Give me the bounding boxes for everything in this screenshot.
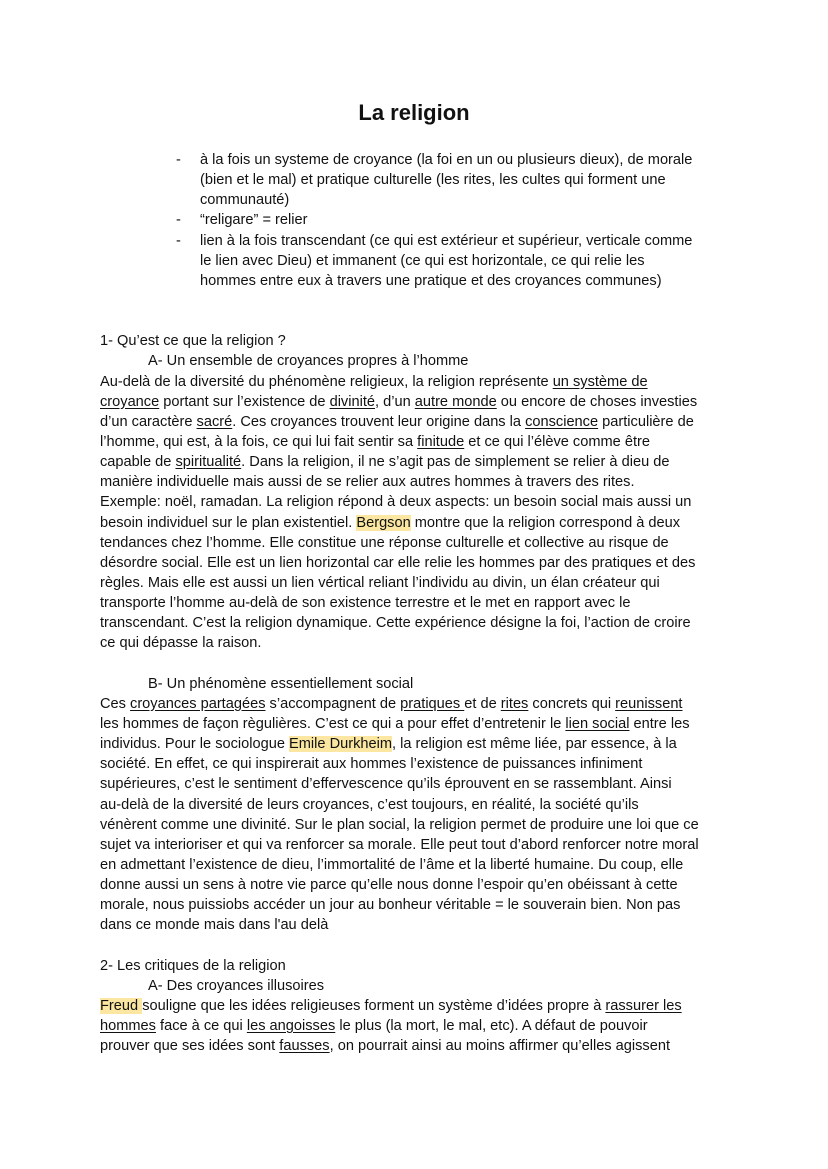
text-line [100, 432, 740, 452]
text-line [100, 392, 740, 412]
underlined-text: reunissent [615, 695, 683, 712]
underlined-text: fausses [279, 1038, 330, 1055]
blank-line [100, 654, 740, 674]
blank-line [100, 311, 740, 331]
text-line [100, 1036, 740, 1056]
text-line [100, 895, 740, 915]
text-line [100, 331, 740, 351]
underlined-text: pratiques [400, 695, 465, 712]
text-segment: règles. Mais elle est aussi un lien vértical reliant l’individu au divin, un élan créateur qui [100, 574, 660, 591]
text-line [100, 633, 740, 653]
text-line [100, 452, 740, 472]
text-segment: au-delà de la diversité de leurs croyances, c’est toujours, en réalité, la société qu’ils [100, 796, 639, 813]
text-line [100, 170, 740, 190]
underlined-text: rites [500, 695, 529, 712]
text-segment: capable de [100, 454, 176, 471]
text-line [100, 613, 740, 633]
text-line [100, 754, 740, 774]
blank-line [100, 935, 740, 955]
bullet-dash-icon: - [176, 232, 181, 249]
text-segment: . Ces croyances trouvent leur origine dans la [232, 413, 526, 430]
blank-line [100, 291, 740, 311]
text-segment: ce qui dépasse la raison. [100, 635, 262, 652]
text-segment: 1- Qu’est ce que la religion ? [100, 333, 286, 350]
text-segment: (bien et le mal) et pratique culturelle (les rites, les cultes qui forment une [200, 172, 666, 189]
text-line [100, 714, 740, 734]
text-segment: particulière de [598, 413, 694, 430]
text-segment: manière individuelle mais aussi de se relier aux autres hommes à travers des rites. [100, 474, 635, 491]
text-line [100, 251, 740, 271]
text-segment: lien à la fois transcendant (ce qui est extérieur et supérieur, verticale comme [200, 232, 693, 249]
underlined-text: les angoisses [246, 1018, 336, 1035]
text-line [100, 996, 740, 1016]
text-segment: d’un caractère [100, 413, 197, 430]
text-segment: tendances chez l’homme. Elle constitue une réponse culturelle et collective au risque de [100, 534, 669, 551]
page-title: La religion [358, 100, 470, 125]
bullet-dash-icon: - [176, 152, 181, 168]
text-segment: portant sur l’existence de [159, 393, 330, 410]
text-segment: A- Des croyances illusoires [148, 977, 324, 994]
text-segment: souligne que les idées religieuses forment un système d’idées propre à [142, 997, 606, 1014]
text-segment: sujet va interioriser et qui va renforcer sa morale. Elle peut tout d’abord renforcer notre moral [100, 836, 699, 853]
text-segment: , la religion est même liée, par essence, à la [392, 736, 677, 753]
text-line [100, 472, 740, 492]
subheading-line [100, 674, 740, 694]
underlined-text: finitude [417, 433, 465, 450]
text-line [100, 513, 740, 533]
bullet-item [100, 210, 740, 230]
text-segment: ou encore de choses investies [496, 393, 698, 410]
highlighted-text: Bergson [356, 514, 411, 531]
text-line [100, 875, 740, 895]
underlined-text: conscience [525, 413, 599, 430]
text-segment: communauté) [200, 192, 290, 209]
bullet-item [100, 150, 740, 170]
text-segment: Au-delà de la diversité du phénomène religieux, la religion représente [100, 373, 553, 390]
text-segment: vénèrent comme une divinité. Sur le plan social, la religion permet de produire une loi que ce [100, 816, 699, 833]
text-segment: à la fois un systeme de croyance (la foi en un ou plusieurs dieux), de morale [200, 152, 693, 168]
text-line [100, 412, 740, 432]
bullet-dash-icon: - [176, 212, 181, 229]
text-segment: société. En effet, ce qui inspirerait aux hommes l’existence de puissances infiniment [100, 756, 643, 773]
text-segment: et de [464, 695, 501, 712]
text-segment: dans ce monde mais dans l'au delà [100, 917, 329, 934]
text-line [100, 271, 740, 291]
text-segment: concrets qui [528, 695, 616, 712]
text-line [100, 593, 740, 613]
text-segment: s’accompagnent de [265, 695, 401, 712]
document-body [100, 150, 740, 1056]
text-segment: transporte l’homme au-delà de son existence terrestre et le met en rapport avec le [100, 595, 631, 612]
subheading-line [100, 976, 740, 996]
text-segment: l’homme, qui est, à la fois, ce qui lui fait sentir sa [100, 433, 418, 450]
text-segment: besoin individuel sur le plan existentiel. [100, 514, 357, 531]
highlighted-text: Freud [100, 997, 143, 1014]
bullet-item [100, 231, 740, 251]
underlined-text: un système de [552, 373, 648, 390]
text-segment: face à ce qui [155, 1018, 247, 1035]
text-segment: 2- Les critiques de la religion [100, 957, 286, 974]
text-line [100, 372, 740, 392]
underlined-text: rassurer les [605, 997, 682, 1014]
text-line [100, 835, 740, 855]
text-segment: morale, nous puissiobs accéder un jour au bonheur véritable = le souverain bien. Non pas [100, 897, 681, 914]
text-segment: B- Un phénomène essentiellement social [148, 675, 414, 692]
underlined-text: spiritualité [175, 454, 242, 471]
text-segment: hommes entre eux à travers une pratique et des croyances communes) [200, 272, 662, 289]
highlighted-text: Emile Durkheim [289, 736, 393, 753]
text-line [100, 855, 740, 875]
underlined-text: croyances partagées [130, 695, 266, 712]
text-line [100, 492, 740, 512]
text-segment: en admettant l’existence de dieu, l’immortalité de l’âme et la liberté humaine. Du coup, elle [100, 856, 684, 873]
underlined-text: hommes [100, 1018, 156, 1035]
text-segment: entre les [629, 715, 690, 732]
subheading-line [100, 351, 740, 371]
text-line [100, 190, 740, 210]
text-segment: le lien avec Dieu) et immanent (ce qui est horizontale, ce qui relie les [200, 252, 645, 269]
underlined-text: lien social [565, 715, 630, 732]
text-line [100, 956, 740, 976]
text-line [100, 915, 740, 935]
text-segment: A- Un ensemble de croyances propres à l’homme [148, 353, 469, 370]
text-segment: et ce qui l’élève comme être [464, 433, 650, 450]
text-segment: Ces [100, 695, 131, 712]
text-line [100, 573, 740, 593]
text-segment: individus. Pour le sociologue [100, 736, 290, 753]
text-line [100, 694, 740, 714]
text-line [100, 795, 740, 815]
text-segment: , on pourrait ainsi au moins affirmer qu’elles agissent [329, 1038, 671, 1055]
text-segment: le plus (la mort, le mal, etc). A défaut de pouvoir [335, 1018, 648, 1035]
text-segment: prouver que ses idées sont [100, 1038, 280, 1055]
text-segment: désordre social. Elle est un lien horizontal car elle relie les hommes par des pratiques et des [100, 554, 696, 571]
text-segment: supérieures, c’est le sentiment d’effervescence qu’ils éprouvent en se rassemblant. Ainsi [100, 776, 672, 793]
text-segment: , d’un [375, 393, 415, 410]
text-line [100, 553, 740, 573]
text-line [100, 774, 740, 794]
text-line [100, 815, 740, 835]
text-segment: “religare” = relier [200, 212, 308, 229]
text-segment: transcendant. C’est la religion dynamique. Cette expérience désigne la foi, l’action de croire [100, 615, 691, 632]
underlined-text: sacré [196, 413, 233, 430]
text-segment: les hommes de façon règulières. C’est ce qui a pour effet d’entretenir le [100, 715, 566, 732]
text-line [100, 1016, 740, 1036]
text-segment: . Dans la religion, il ne s’agit pas de simplement se relier à dieu de [241, 454, 670, 471]
text-line [100, 734, 740, 754]
underlined-text: divinité [329, 393, 376, 410]
text-segment: donne aussi un sens à notre vie parce qu’elle nous donne l’espoir qu’en obéissant à cette [100, 877, 678, 894]
text-line [100, 533, 740, 553]
text-segment: montre que la religion correspond à deux [410, 514, 681, 531]
underlined-text: croyance [100, 393, 160, 410]
underlined-text: autre monde [414, 393, 497, 410]
text-segment: Exemple: noël, ramadan. La religion répond à deux aspects: un besoin social mais aussi un [100, 494, 692, 511]
